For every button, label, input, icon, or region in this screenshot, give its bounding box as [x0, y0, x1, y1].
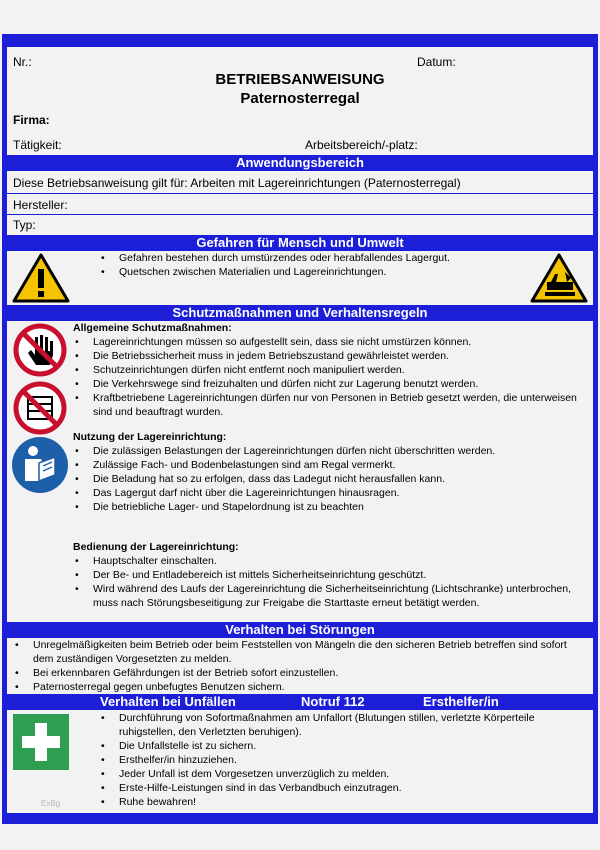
list-item: • Die Unfallstelle ist zu sichern. [99, 739, 589, 753]
read-manual-icon [11, 436, 69, 494]
hand-crush-warning-icon [529, 252, 589, 304]
list-item: • Gefahren bestehen durch umstürzendes oder herabfallendes Lagergut. [99, 251, 519, 265]
stoerungen-list [13, 638, 589, 694]
allgemeine-schutzmassnahmen [73, 321, 588, 419]
group-list [73, 335, 588, 419]
group-title: Allgemeine Schutzmaßnahmen: [73, 322, 232, 334]
no-storage-icon [13, 381, 67, 435]
group-title: Nutzung der Lagereinrichtung: [73, 431, 227, 443]
typ-label: Typ: [13, 218, 36, 232]
arbeitsbereich-label: Arbeitsbereich/-platz: [305, 138, 418, 152]
group-list [73, 554, 588, 610]
schutzmassnahmen-heading: Schutzmaßnahmen und Verhaltensregeln [7, 305, 593, 321]
unfaelle-heading-bar [7, 694, 593, 710]
list-item: • Paternosterregal gegen unbefugtes Benutzen sichern. [13, 680, 589, 694]
unfaelle-list [99, 711, 589, 809]
hersteller-label: Hersteller: [13, 198, 68, 212]
list-item: • Die zulässigen Belastungen der Lagereinrichtungen dürfen nicht überschritten werden. [73, 444, 588, 458]
list-item: • Lagereinrichtungen müssen so aufgestellt sein, dass sie nicht umstürzen können. [73, 335, 588, 349]
list-item: • Der Be- und Entladebereich ist mittels Sicherheitseinrichtung geschützt. [73, 568, 588, 582]
warning-triangle-icon [11, 252, 71, 304]
list-item: • Hauptschalter einschalten. [73, 554, 588, 568]
group-title: Bedienung der Lagereinrichtung: [73, 541, 239, 553]
list-item: • Die Beladung hat so zu erfolgen, dass das Ladegut nicht herausfallen kann. [73, 472, 588, 486]
scope-text: Diese Betriebsanweisung gilt für: Arbeiten mit Lagereinrichtungen (Paternosterregal) [13, 176, 461, 190]
list-item: • Die Verkehrswege sind freizuhalten und dürfen nicht zur Lagerung benutzt werden. [73, 377, 588, 391]
list-item: • Ersthelfer/in hinzuziehen. [99, 753, 589, 767]
watermark-text: ExBg [41, 799, 61, 808]
list-item: • Schutzeinrichtungen dürfen nicht entfernt noch manipuliert werden. [73, 363, 588, 377]
datum-label: Datum: [417, 55, 456, 69]
first-aid-icon [13, 714, 69, 770]
notruf-number: Notruf 112 [301, 694, 365, 709]
list-item: • Durchführung von Sofortmaßnahmen am Unfallort (Blutungen stillen, verletzte Körperteile ruhigstellen, den Verletzten beruhigen). [99, 711, 589, 739]
taetigkeit-label: Tätigkeit: [13, 138, 62, 152]
no-touching-icon [13, 323, 67, 377]
list-item: • Jeder Unfall ist dem Vorgesetzen unverzüglich zu melden. [99, 767, 589, 781]
list-item: • Kraftbetriebene Lagereinrichtungen dürfen nur von Personen in Betrieb gesetzt werden, die unterweisen sind und beauftragt wurden. [73, 391, 588, 419]
list-item: • Wird während des Laufs der Lagereinrichtung die Sicherheitseinrichtung (Lichtschranke) unterbrochen, muss nach Störungsbeseitigung zur Freigabe die Starttaste erneut betätigt werden. [73, 582, 588, 610]
gefahren-list [99, 251, 519, 279]
list-item: • Die Betriebssicherheit muss in jedem Betriebszustand gewährleistet werden. [73, 349, 588, 363]
list-item: • Zulässige Fach- und Bodenbelastungen sind am Regal vermerkt. [73, 458, 588, 472]
list-item: • Das Lagergut darf nicht über die Lagereinrichtungen hinausragen. [73, 486, 588, 500]
gefahren-heading: Gefahren für Mensch und Umwelt [7, 235, 593, 251]
divider [7, 193, 593, 194]
nr-label: Nr.: [13, 55, 32, 69]
nutzung-der-lagereinrichtung [73, 430, 588, 514]
anwendungsbereich-heading: Anwendungsbereich [7, 155, 593, 171]
page-subtitle: Paternosterregal [240, 90, 360, 107]
list-item: • Ruhe bewahren! [99, 795, 589, 809]
firma-label: Firma: [13, 113, 50, 127]
list-item: • Die betriebliche Lager- und Stapelordnung ist zu beachten [73, 500, 588, 514]
betriebsanweisung-sheet [7, 47, 593, 813]
bedienung-der-lagereinrichtung [73, 540, 588, 610]
list-item: • Quetschen zwischen Materialien und Lagereinrichtungen. [99, 265, 519, 279]
divider [7, 214, 593, 215]
unfaelle-heading: Verhalten bei Unfällen [100, 694, 236, 709]
stoerungen-heading: Verhalten bei Störungen [7, 622, 593, 638]
list-item: • Bei erkennbaren Gefährdungen ist der Betrieb sofort einzustellen. [13, 666, 589, 680]
page-title: BETRIEBSANWEISUNG [215, 71, 385, 88]
document-frame [2, 34, 598, 824]
list-item: • Unregelmäßigkeiten beim Betrieb oder beim Feststellen von Mängeln die den sicheren Betrieb betreffen sind sofort dem zuständigen Vorgesetzten zu melden. [13, 638, 589, 666]
group-list [73, 444, 588, 514]
ersthelfer-heading: Ersthelfer/in [423, 694, 499, 709]
list-item: • Erste-Hilfe-Leistungen sind in das Verbandbuch einzutragen. [99, 781, 589, 795]
